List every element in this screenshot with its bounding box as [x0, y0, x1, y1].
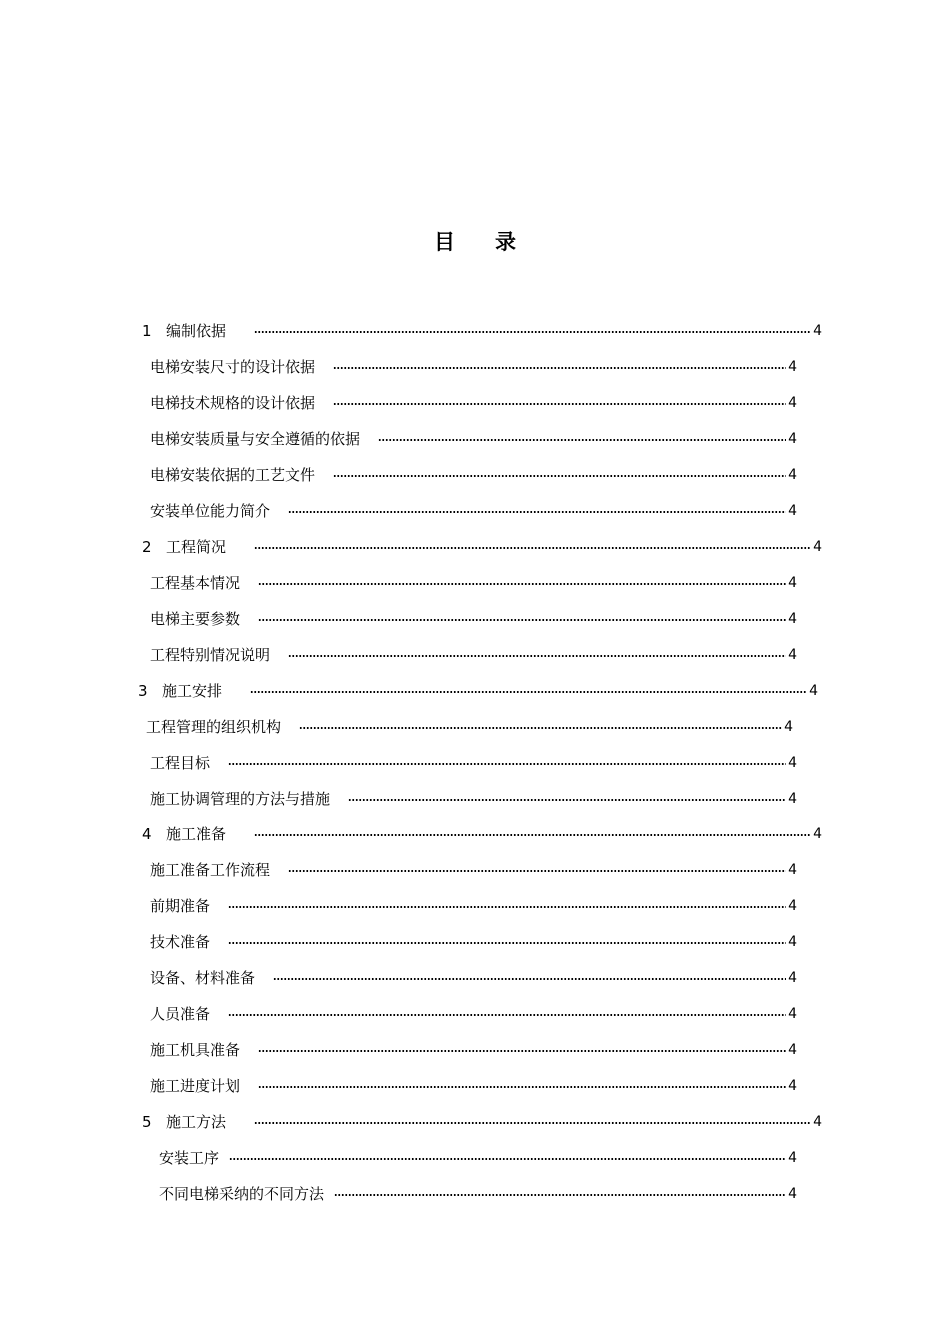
toc-page-number: 4 [788, 359, 797, 375]
toc-page-number: 4 [788, 1186, 797, 1202]
toc-entry-label: 施工准备 [166, 825, 227, 843]
toc-page-number: 4 [788, 395, 797, 411]
toc-dot-leader [228, 942, 786, 944]
toc-dot-leader [258, 1050, 786, 1052]
toc-subsection[interactable] [150, 895, 797, 917]
toc-page-number: 4 [788, 431, 797, 447]
toc-dot-leader [299, 727, 782, 729]
toc-subsection[interactable] [150, 859, 797, 881]
toc-page-number: 4 [809, 683, 818, 699]
toc-entry-label: 电梯安装尺寸的设计依据 [150, 358, 316, 376]
toc-dot-leader [333, 403, 786, 405]
toc-dot-leader [228, 906, 786, 908]
toc-subsection[interactable] [150, 572, 797, 594]
toc-section-number: 5 [142, 1113, 152, 1131]
toc-page-number: 4 [788, 755, 797, 771]
toc-entry-label: 工程基本情况 [150, 574, 241, 592]
toc-page-number: 4 [788, 503, 797, 519]
toc-entry-label: 电梯安装质量与安全遵循的依据 [150, 430, 361, 448]
toc-page-number: 4 [813, 323, 822, 339]
toc-entry-label: 人员准备 [150, 1005, 211, 1023]
toc-entry-label: 工程简况 [166, 538, 227, 556]
toc-section-2[interactable] [142, 536, 822, 558]
toc-dot-leader [334, 1194, 786, 1196]
toc-page-number: 4 [788, 467, 797, 483]
toc-subsection[interactable] [150, 752, 797, 774]
toc-section-number: 1 [142, 322, 152, 340]
toc-entry-label: 编制依据 [166, 322, 227, 340]
toc-entry-label: 施工机具准备 [150, 1041, 241, 1059]
toc-subsection[interactable] [150, 931, 797, 953]
toc-subsection[interactable] [159, 1147, 797, 1169]
toc-entry-label: 电梯技术规格的设计依据 [150, 394, 316, 412]
toc-section-3[interactable] [138, 680, 818, 702]
toc-page-number: 4 [813, 1114, 822, 1130]
toc-section-1[interactable] [142, 320, 822, 342]
title-char-2: 录 [495, 230, 516, 254]
toc-page-number: 4 [788, 934, 797, 950]
toc-section-5[interactable] [142, 1111, 822, 1133]
toc-section-number: 3 [138, 682, 148, 700]
toc-subsection[interactable] [150, 1003, 797, 1025]
toc-dot-leader [333, 475, 786, 477]
toc-page-number: 4 [788, 1042, 797, 1058]
toc-entry-label: 工程目标 [150, 754, 211, 772]
toc-entry-label: 设备、材料准备 [150, 969, 256, 987]
toc-subsection[interactable] [150, 464, 797, 486]
toc-dot-leader [229, 1158, 786, 1160]
toc-subsection[interactable] [150, 644, 797, 666]
toc-page-number: 4 [788, 1150, 797, 1166]
toc-dot-leader [228, 1014, 786, 1016]
toc-section-4[interactable] [142, 823, 822, 845]
toc-subsection[interactable] [150, 1075, 797, 1097]
toc-subsection[interactable] [150, 608, 797, 630]
toc-entry-label: 工程管理的组织机构 [146, 718, 282, 736]
toc-subsection[interactable] [150, 500, 797, 522]
toc-dot-leader [254, 1122, 811, 1124]
toc-page-number: 4 [788, 1006, 797, 1022]
toc-entry-label: 施工准备工作流程 [150, 861, 271, 879]
toc-page-number: 4 [788, 862, 797, 878]
toc-subsection[interactable] [159, 1183, 797, 1205]
toc-entry-label: 技术准备 [150, 933, 211, 951]
toc-dot-leader [258, 583, 786, 585]
toc-entry-label: 电梯主要参数 [150, 610, 241, 628]
toc-dot-leader [273, 978, 786, 980]
toc-entry-label: 施工进度计划 [150, 1077, 241, 1095]
toc-subsection[interactable] [150, 1039, 797, 1061]
toc-entry-label: 施工安排 [162, 682, 223, 700]
toc-page-number: 4 [784, 719, 793, 735]
toc-entry-label: 前期准备 [150, 897, 211, 915]
toc-dot-leader [228, 763, 786, 765]
toc-dot-leader [258, 1086, 786, 1088]
toc-entry-label: 电梯安装依据的工艺文件 [150, 466, 316, 484]
toc-subsection[interactable] [146, 716, 793, 738]
toc-page-number: 4 [788, 791, 797, 807]
toc-page-number: 4 [788, 647, 797, 663]
toc-entry-label: 安装单位能力简介 [150, 502, 271, 520]
toc-page-number: 4 [788, 1078, 797, 1094]
toc-entry-label: 施工方法 [166, 1113, 227, 1131]
toc-subsection[interactable] [150, 967, 797, 989]
toc-dot-leader [254, 547, 811, 549]
toc-subsection[interactable] [150, 788, 797, 810]
toc-dot-leader [254, 834, 811, 836]
toc-subsection[interactable] [150, 356, 797, 378]
toc-dot-leader [333, 367, 786, 369]
toc-page-number: 4 [788, 611, 797, 627]
toc-entry-label: 不同电梯采纳的不同方法 [159, 1185, 325, 1203]
toc-entry-label: 工程特别情况说明 [150, 646, 271, 664]
toc-dot-leader [378, 439, 786, 441]
toc-page-number: 4 [788, 898, 797, 914]
toc-dot-leader [254, 331, 811, 333]
toc-section-number: 2 [142, 538, 152, 556]
toc-page-number: 4 [813, 539, 822, 555]
toc-dot-leader [288, 870, 786, 872]
toc-dot-leader [348, 799, 786, 801]
toc-entry-label: 安装工序 [159, 1149, 220, 1167]
title-char-1: 目 [434, 230, 455, 254]
toc-page-number: 4 [788, 970, 797, 986]
toc-dot-leader [258, 619, 786, 621]
toc-subsection[interactable] [150, 392, 797, 414]
toc-page-number: 4 [788, 575, 797, 591]
toc-subsection[interactable] [150, 428, 797, 450]
toc-page-number: 4 [813, 826, 822, 842]
toc-dot-leader [250, 691, 807, 693]
toc-dot-leader [288, 655, 786, 657]
toc-entry-label: 施工协调管理的方法与措施 [150, 790, 331, 808]
toc-dot-leader [288, 511, 786, 513]
toc-section-number: 4 [142, 825, 152, 843]
